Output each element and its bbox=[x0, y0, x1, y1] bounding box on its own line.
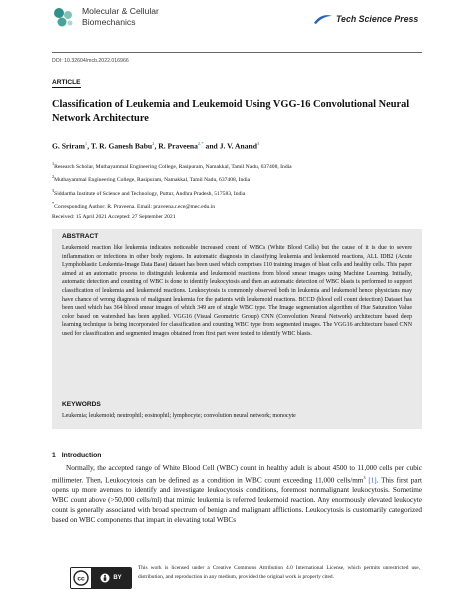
section-heading bbox=[52, 452, 101, 459]
affiliation-item bbox=[52, 172, 432, 185]
corresponding-author-text[interactable]: Corresponding Author: R. Praveena. Email: praveena.r.ece@mec.edu.in bbox=[54, 204, 216, 211]
journal-name-line2: Biomechanics bbox=[82, 17, 136, 27]
author-affiliation-mark[interactable]: 2,* bbox=[197, 141, 204, 146]
corresponding-author bbox=[52, 199, 432, 212]
section-number: 1 bbox=[52, 452, 56, 459]
abstract-box bbox=[52, 229, 422, 429]
citation-link[interactable]: [1] bbox=[368, 476, 377, 485]
keywords-heading: KEYWORDS bbox=[62, 401, 101, 408]
abstract-text: Leukemoid reaction like leukemia indicates noticeable increased count of WBCs (White Blood Cells) but the cause of it is due to severe inflammation or infections in other body regions. In automatic diagnosis in classifying leukemia and leukemoid reactions, ALL IDB2 (Acute Lymphoblastic Leukemia-Image Data Base) dataset has been used which comprises 110 training images of blast cells and healthy cells. This paper aimed at an automatic process to distinguish leukemia and leukemoid reactions from blood smear images using Machine Learning. Initially, automatic detection and counting of WBC is done to identify leukocytosis and then an automatic detection of WBC blasts is performed to support classification of leukemia and leukemoid reactions. Leukocytosis is commonly observed both in leukemia and leukemoid hence physicians may have chance of wrong diagnosis of malignant leukemia for the patients with leukemoid reactions. BCCD (blood cell count detection) Dataset has been used which has 364 blood smear images of which 349 are of single WBC type. The Image segmentation algorithm of Hue Saturation Value color based on watershed has been applied. VGG16 (Visual Geometric Group) CNN (Convolution Neural Network) architecture based deep learning technique is being incorporated for classification and counting WBC type from segmented images. The VGG16 architecture based CNN used for classification and segmented images obtained from first part were tested to identify WBC blasts. bbox=[62, 245, 412, 337]
abstract-heading: ABSTRACT bbox=[62, 233, 99, 240]
journal-name bbox=[82, 6, 159, 28]
affiliation-list bbox=[52, 159, 432, 222]
author-name: G. Sriram bbox=[52, 141, 85, 151]
body-text-part: Normally, the accepted range of White Blood Cell (WBC) count in healthy adult is about 4500 to 11,000 cells per cubic millimeter. Then, Leukocytosis can be defined as a condition in WBC count exceeding 11,000 cells/mm bbox=[52, 464, 422, 485]
body-paragraph bbox=[52, 463, 422, 525]
affiliation-text: Research Scholar, Muthayammal Engineering College, Rasipuram, Namakkal, Tamil Nadu, 637408, India bbox=[54, 163, 292, 170]
journal-logo-icon bbox=[52, 6, 76, 28]
affiliation-mark: 3 bbox=[52, 187, 55, 193]
section-title: Introduction bbox=[61, 452, 102, 459]
superscript: 3 bbox=[363, 475, 366, 480]
affiliation-item bbox=[52, 186, 432, 199]
publisher-swoosh-icon bbox=[313, 13, 333, 25]
license-text: This work is licensed under a Creative Commons Attribution 4.0 International License, which permits unrestricted use, distribution, and reproduction in any medium, provided the original work is properly cited. bbox=[138, 565, 420, 580]
svg-text:cc: cc bbox=[77, 575, 85, 583]
dates-text: Received: 15 April 2021 Accepted: 27 September 2021 bbox=[52, 213, 176, 220]
author-separator: , bbox=[154, 141, 159, 151]
affiliation-text: Muthayammal Engineering College, Rasipuram, Namakkal, Tamil Nadu, 637408, India bbox=[54, 177, 251, 184]
publisher-logo bbox=[313, 12, 418, 26]
cc-by-section bbox=[91, 568, 131, 588]
affiliation-mark: 2 bbox=[52, 174, 55, 180]
author-affiliation-mark[interactable]: 3 bbox=[256, 141, 260, 146]
author-affiliation-mark[interactable]: 1 bbox=[84, 141, 88, 146]
received-accepted-dates bbox=[52, 213, 432, 223]
author-name: T. R. Ganesh Babu bbox=[90, 141, 153, 151]
journal-name-line1: Molecular & Cellular bbox=[82, 6, 159, 16]
author-name: R. Praveena bbox=[158, 141, 198, 151]
author-name: J. V. Anand bbox=[219, 141, 257, 151]
affiliation-text: Siddartha Institute of Science and Technology, Puttur, Andhra Pradesh, 517583, India bbox=[54, 190, 246, 197]
body-text-part: . This first part opens up more avenues to identify and investigate leukocytosis conditions, foremost nonmalignant leukocytosis. Sometime WBC count above (>50,000 cells/ml) that mimic leukemia is referred leukemoid reaction. Any enormously elevated leukocyte count is generally associated with broad spectrum of benign and malignant afflictions. Leukocytosis is customarily categorized based on WBC components that impart in elevating total WBCs bbox=[52, 476, 423, 525]
author-affiliation-mark[interactable]: 2 bbox=[152, 141, 155, 146]
attribution-person-icon bbox=[100, 573, 110, 583]
header-divider bbox=[52, 52, 422, 53]
cc-by-label: BY bbox=[113, 575, 122, 581]
author-separator: , bbox=[87, 141, 91, 151]
doi: DOI: 10.32604/mcb.2022.016966 bbox=[52, 58, 129, 64]
article-type-label: ARTICLE bbox=[52, 79, 81, 86]
keywords-text: Leukemia; leukemoid; neutrophil; eosinophil; lymphocyte; convolution neural network; monocyte bbox=[62, 413, 296, 419]
affiliation-mark: * bbox=[52, 201, 55, 207]
affiliation-mark: 1 bbox=[52, 161, 55, 166]
cc-license-badge[interactable] bbox=[70, 567, 132, 589]
author-separator: and bbox=[203, 141, 220, 151]
paper-title: Classification of Leukemia and Leukemoid Using VGG-16 Convolutional Neural Network Architecture bbox=[52, 99, 410, 124]
cc-icon bbox=[71, 568, 91, 588]
publisher-name: Tech Science Press bbox=[336, 14, 419, 24]
affiliation-item bbox=[52, 159, 432, 172]
author-list bbox=[52, 141, 259, 151]
